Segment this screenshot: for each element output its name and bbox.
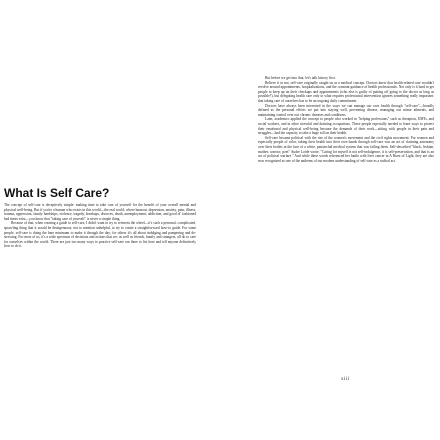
body-paragraph: Believe it or not, self-care originally caught on as a medical concept. Doctors knew that health-related care wouldn't revolve around appointments, hospitalizations, and the constant guidance of health professionals. Not only is it hard to get people to keep up on their checkups and appointments (who else is guilty of putting off going to the doctor as long as possible?), but delegating health care only to what requires professional intervention ignores something really important: that taking care of ourselves has to be an ongoing daily commitment.: [258, 80, 434, 103]
right-page: [220, 0, 440, 440]
body-paragraph: Doctors have always been interested in the ways we can manage our own health through "self-care"—broadly defined as the personal efforts we put into staying well, preventing disease, managing our minor ailments, and maintaining control over our chronic diseases and conditions.: [258, 103, 434, 117]
body-paragraph: But before we get into that, let's talk history first.: [265, 76, 336, 80]
body-paragraph: Because of that, when creating a guide to self-care, I didn't want to try to reinvent the wheel—it's such a personal, complicated, sprawling thing that it would be disingenuous, not to mention unhelpful, to try to create a straightforward how-to guide. For some people, self-care is doing the bare minimum to make it through the day; for others it's all about indulging and pampering and de-stressing. For most of us, it's a wide spectrum of decisions and actions that we, as well as friends, family and strangers, all do to care for ourselves within the world. There are just too many ways to practice self-care out there to list here and tell anyone definitively how to do it.: [4, 221, 196, 249]
body-paragraph: Later, academics applied the concept to people who worked in "helping professions" such as therapists, EMTs, and social workers, and in other stressful and draining occupations. These people especially needed to learn ways to protect their emotional and physical well-being because the demands of their work—sitting with people in their pain and struggles—had the capacity to take a huge toll on their health.: [258, 117, 434, 136]
page-number: xiii: [341, 377, 350, 382]
body-paragraph: The concept of self-care is deceptively simple: making time to take care of yourself for the benefit of your overall mental and physical well-being. But if you're a human who exists in this world—the real world, where burnout, depression, anxiety, pain, illness, trauma, oppression, family hardships, violence, tragedy, breakups, divorces, death, unemployment, addiction, and good ol' fashioned bad times exist—you know that "taking care of yourself" is never a simple thing.: [4, 203, 196, 221]
body-paragraph: Self-care became political with the rise of the women's movement and the civil rights movement. For women and especially people of color, taking their health into their own hands through self-care was an act of claiming autonomy over their bodies in the face of a white, patriarchal medical system that was failing them. Self-described "black, lesbian, mother, warrior, poet" Audre Lorde wrote, "Caring for myself is not self-indulgence, it is self-preservation, and that is an act of political warfare." And while these words referenced her battle with liver cancer in A Burst of Light, they are also now recognized as one of the anthems of our modern understanding of self-care as a radical act.: [258, 135, 434, 163]
right-body: [258, 76, 434, 163]
left-body: [4, 203, 196, 249]
section-heading: What Is Self Care?: [4, 186, 110, 200]
